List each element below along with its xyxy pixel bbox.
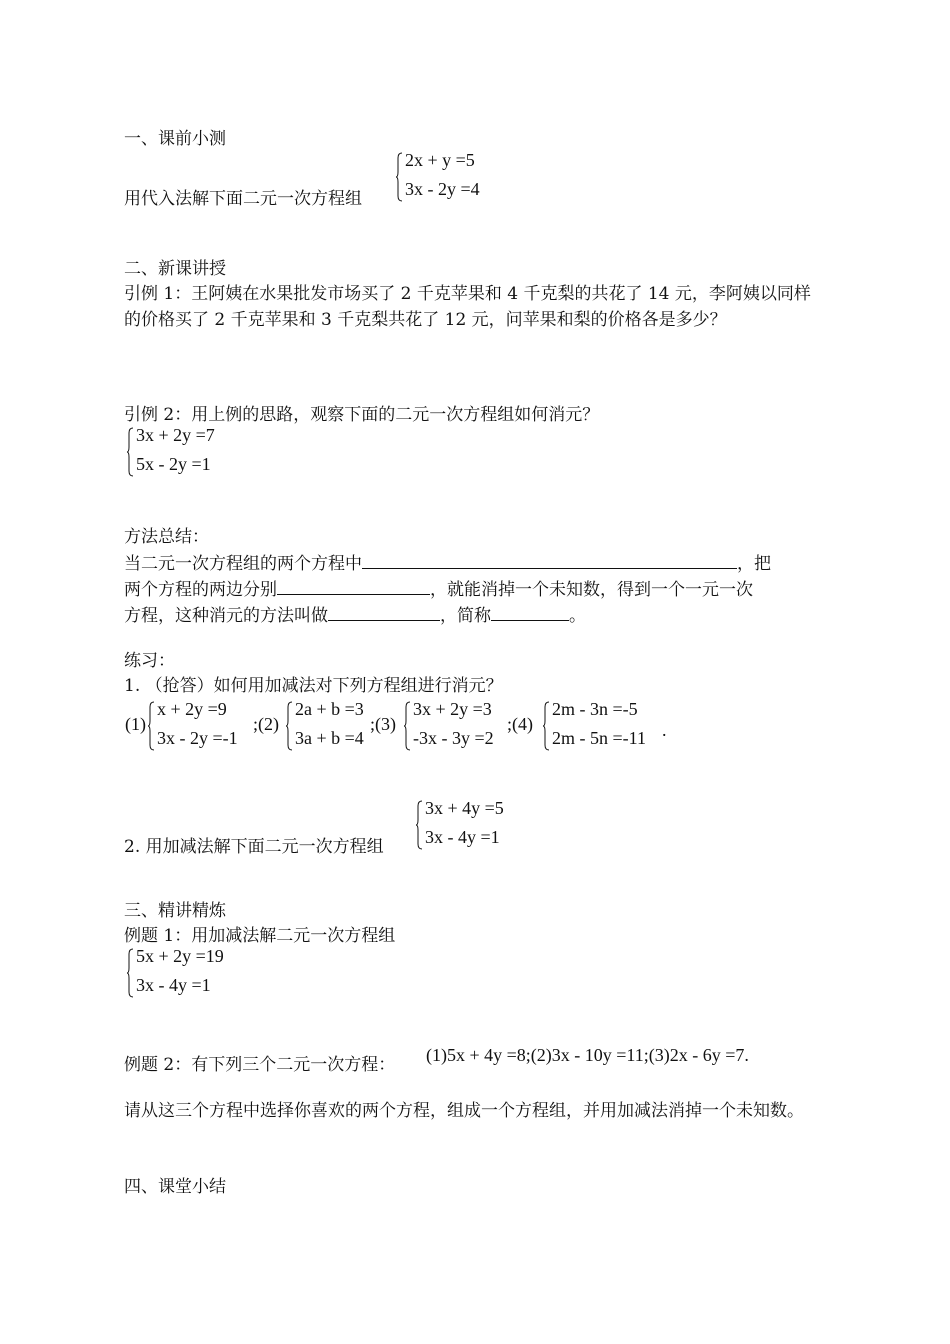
- summary-line-3: [124, 602, 586, 629]
- brace-icon: [404, 701, 411, 751]
- summary-text: 当二元一次方程组的两个方程中: [124, 554, 362, 574]
- equation: 3x - 4y =1: [425, 827, 500, 847]
- equation: 2x + y =5: [405, 150, 475, 170]
- equation: 3a + b =4: [295, 728, 364, 748]
- summary-line-2: [124, 576, 753, 603]
- equation-system: [543, 699, 663, 755]
- summary-text: ，简称: [440, 606, 491, 626]
- label: ;(2): [253, 714, 279, 734]
- brace-icon: [148, 701, 155, 751]
- label: ;(3): [370, 714, 396, 734]
- summary-line-1: [124, 550, 771, 577]
- brace-icon: [127, 948, 134, 998]
- fill-blank[interactable]: [328, 602, 440, 621]
- summary-text: 方程，这种消元的方法叫做: [124, 606, 328, 626]
- section-3-heading: 三、精讲精炼: [124, 901, 226, 921]
- brace-icon: [127, 427, 134, 477]
- practice-heading: 练习：: [124, 651, 175, 671]
- worked-example-2-instructions: 请从这三个方程中选择你喜欢的两个方程，组成一个方程组，并用加减法消掉一个未知数。: [124, 1101, 804, 1121]
- equation: 5x + 2y =19: [136, 946, 224, 966]
- equation: 2a + b =3: [295, 699, 364, 719]
- label: (1): [125, 714, 146, 734]
- summary-text: 两个方程的两边分别: [124, 580, 277, 600]
- summary-text: ，就能消掉一个未知数，得到一个一元一次: [430, 580, 753, 600]
- equation: 2m - 3n =-5: [552, 699, 638, 719]
- equation: 3x - 2y =-1: [157, 728, 238, 748]
- equation-system: [404, 699, 514, 755]
- equation-system: [286, 699, 376, 755]
- equation-system: [127, 425, 247, 481]
- worked-example-2-text: 例题 2：有下列三个二元一次方程：: [124, 1055, 396, 1075]
- equation: 5x - 2y =1: [136, 454, 211, 474]
- equation: 3x - 2y =4: [405, 179, 480, 199]
- label: ;(4): [507, 714, 533, 734]
- brace-icon: [396, 152, 403, 202]
- fill-blank[interactable]: [362, 550, 737, 569]
- summary-text: 。: [569, 606, 586, 626]
- equation: -3x - 3y =2: [413, 728, 494, 748]
- summary-heading: 方法总结：: [124, 527, 209, 547]
- example-2-text: 引例 2：用上例的思路，观察下面的二元一次方程组如何消元？: [124, 405, 600, 425]
- fill-blank[interactable]: [491, 602, 569, 621]
- equation-system: [396, 150, 516, 206]
- section-1-heading: 一、课前小测: [124, 129, 226, 149]
- equation-system: [127, 946, 247, 1002]
- fill-blank[interactable]: [277, 576, 430, 595]
- equation-system: [148, 699, 258, 755]
- practice-question-2: 2. 用加减法解下面二元一次方程组: [124, 837, 384, 857]
- equation: x + 2y =9: [157, 699, 227, 719]
- equation: 3x + 4y =5: [425, 798, 504, 818]
- brace-icon: [543, 701, 550, 751]
- worked-example-1-text: 例题 1：用加减法解二元一次方程组: [124, 926, 396, 946]
- example-1-text: 引例 1：王阿姨在水果批发市场买了 2 千克苹果和 4 千克梨的共花了 14 元，李阿姨以同样的价格买了 2 千克苹果和 3 千克梨共花了 12 元，问苹果和梨的价格各是多少？: [124, 284, 811, 330]
- equation: 3x + 2y =3: [413, 699, 492, 719]
- label: .: [662, 720, 667, 740]
- equation: 3x - 4y =1: [136, 975, 211, 995]
- equation-list: (1)5x + 4y =8;(2)3x - 10y =11;(3)2x - 6y =7.: [426, 1045, 749, 1065]
- brace-icon: [416, 800, 423, 850]
- section-4-heading: 四、课堂小结: [124, 1177, 226, 1197]
- equation: 2m - 5n =-11: [552, 728, 646, 748]
- section-2-heading: 二、新课讲授: [124, 259, 226, 279]
- equation-system: [416, 798, 536, 854]
- equation: 3x + 2y =7: [136, 425, 215, 445]
- brace-icon: [286, 701, 293, 751]
- section-1-prompt: 用代入法解下面二元一次方程组: [124, 189, 362, 209]
- summary-text: ，把: [737, 554, 771, 574]
- practice-question-1: 1. （抢答）如何用加减法对下列方程组进行消元？: [124, 676, 503, 696]
